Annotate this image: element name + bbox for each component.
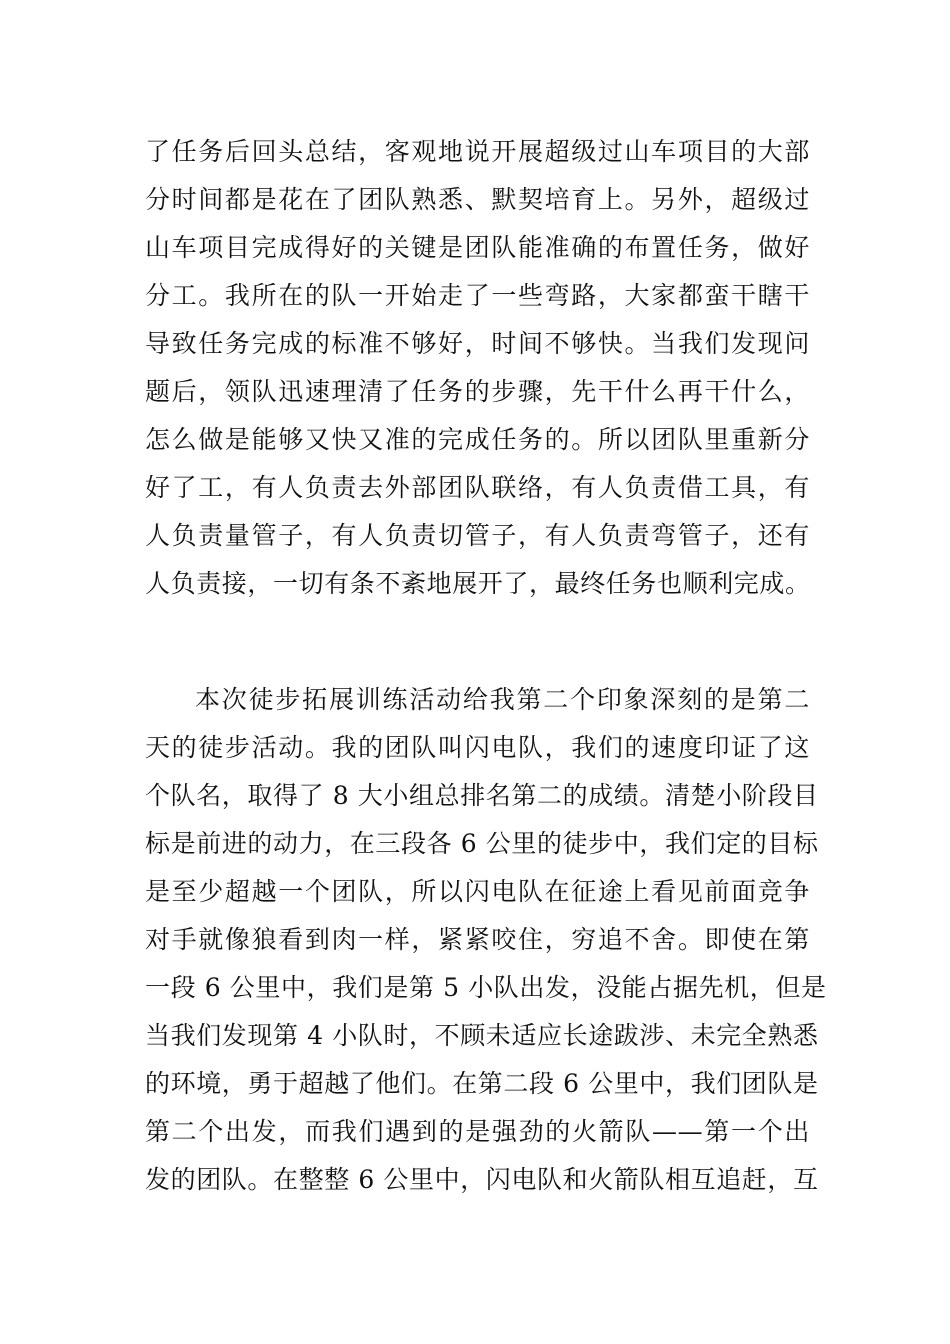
paragraph-line: 当我们发现第 4 小队时，不顾未适应长途跋涉、未完全熟悉 <box>145 1021 819 1050</box>
paragraph-line: 题后，领队迅速理清了任务的步骤，先干什么再干什么， <box>145 377 810 406</box>
paragraph-line: 个队名，取得了 8 大小组总排名第二的成绩。清楚小阶段目 <box>145 781 819 810</box>
paragraph-line: 发的团队。在整整 6 公里中，闪电队和火箭队相互追赶，互 <box>145 1165 819 1194</box>
paragraph-line: 天的徒步活动。我的团队叫闪电队，我们的速度印证了这 <box>145 733 810 762</box>
paragraph-line: 好了工，有人负责去外部团队联络，有人负责借工具，有 <box>145 473 810 502</box>
paragraph-line: 对手就像狼看到肉一样，紧紧咬住，穷追不舍。即使在第 <box>145 925 810 954</box>
paragraph-line: 标是前进的动力，在三段各 6 公里的徒步中，我们定的目标 <box>145 829 819 858</box>
paragraph-line: 一段 6 公里中，我们是第 5 小队出发，没能占据先机，但是 <box>145 973 827 1002</box>
paragraph-2 <box>145 676 827 1204</box>
paragraph-line: 第二个出发，而我们遇到的是强劲的火箭队——第一个出 <box>145 1117 810 1146</box>
paragraph-line: 了任务后回头总结，客观地说开展超级过山车项目的大部 <box>145 137 810 166</box>
paragraph-line: 的环境，勇于超越了他们。在第二段 6 公里中，我们团队是 <box>145 1069 819 1098</box>
paragraph-line: 山车项目完成得好的关键是团队能准确的布置任务，做好 <box>145 233 810 262</box>
paragraph-line: 怎么做是能够又快又准的完成任务的。所以团队里重新分 <box>145 425 810 454</box>
paragraph-line: 人负责接，一切有条不紊地展开了，最终任务也顺利完成。 <box>145 569 811 598</box>
paragraph-line: 分工。我所在的队一开始走了一些弯路，大家都蛮干瞎干 <box>145 281 810 310</box>
paragraph-line: 导致任务完成的标准不够好，时间不够快。当我们发现问 <box>145 329 810 358</box>
paragraph-line: 本次徒步拓展训练活动给我第二个印象深刻的是第二 <box>195 685 810 714</box>
paragraph-line: 是至少超越一个团队，所以闪电队在征途上看见前面竞争 <box>145 877 810 906</box>
paragraph-1 <box>145 128 810 608</box>
paragraph-line: 分时间都是花在了团队熟悉、默契培育上。另外，超级过 <box>145 185 810 214</box>
paragraph-line: 人负责量管子，有人负责切管子，有人负责弯管子，还有 <box>145 521 810 550</box>
